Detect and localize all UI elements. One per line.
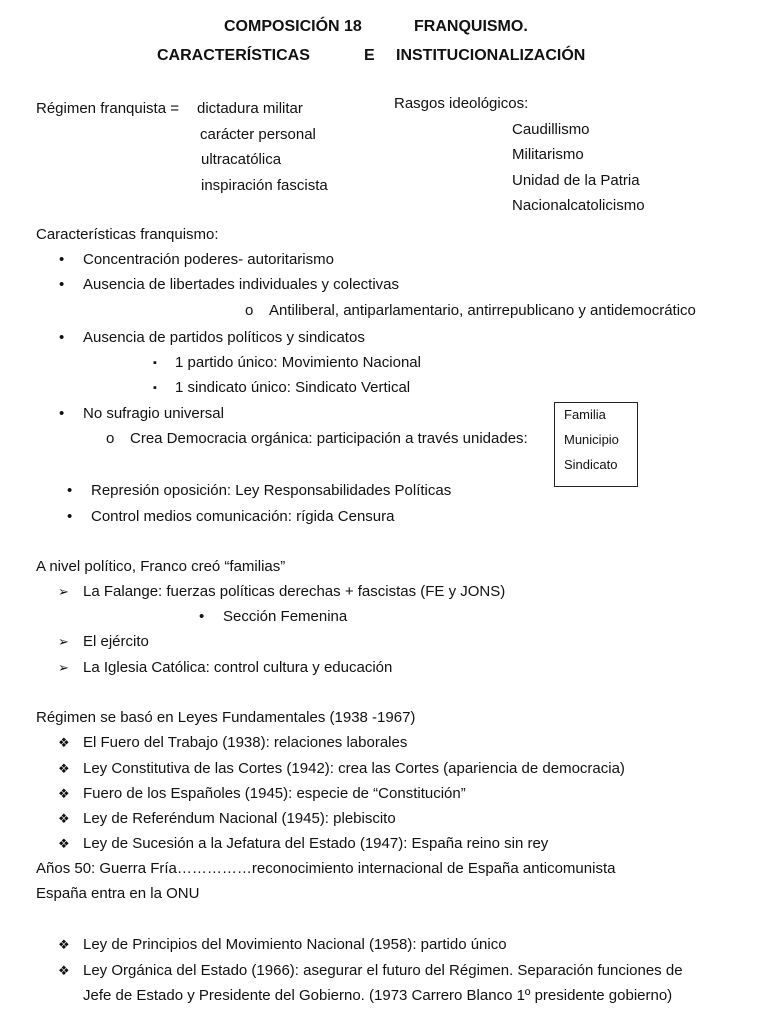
caracteristica-item: Concentración poderes- autoritarismo — [83, 251, 334, 268]
diamond-bullet-icon: ❖ — [58, 937, 70, 952]
arrow-bullet-icon: ➢ — [58, 584, 69, 599]
ley-item: Fuero de los Españoles (1945): especie de “Constitución” — [83, 785, 466, 802]
title-institucionalizacion: INSTITUCIONALIZACIÓN — [396, 47, 586, 64]
familia-item: La Falange: fuerzas políticas derechas + fascistas (FE y JONS) — [83, 583, 506, 600]
regimen-item: carácter personal — [200, 126, 316, 143]
regimen-item: dictadura militar — [197, 100, 303, 117]
ley-item: Ley Orgánica del Estado (1966): asegurar el futuro del Régimen. Separación funciones de — [83, 962, 683, 979]
regimen-item: inspiración fascista — [201, 177, 328, 194]
regimen-item: ultracatólica — [201, 151, 282, 168]
circle-bullet-icon: o — [106, 430, 115, 447]
circle-bullet-icon: o — [245, 302, 254, 319]
unidad-item: Familia — [564, 407, 606, 422]
bullet-icon: • — [59, 329, 65, 346]
arrow-bullet-icon: ➢ — [58, 634, 69, 649]
square-bullet-icon: ▪ — [153, 357, 157, 369]
caracteristica-item: Ausencia de partidos políticos y sindicatos — [83, 329, 365, 346]
diamond-bullet-icon: ❖ — [58, 735, 70, 750]
caracteristica-subitem: Crea Democracia orgánica: participación a través unidades: — [130, 430, 528, 447]
familia-item: El ejército — [83, 633, 149, 650]
leyes-label: Régimen se basó en Leyes Fundamentales (1938 -1967) — [36, 709, 416, 726]
diamond-bullet-icon: ❖ — [58, 963, 70, 978]
onu-line: España entra en la ONU — [36, 885, 200, 902]
caracteristica-item: Represión oposición: Ley Responsabilidades Políticas — [91, 482, 452, 499]
bullet-icon: • — [67, 508, 73, 525]
caracteristica-subitem: Antiliberal, antiparlamentario, antirrepublicano y antidemocrático — [269, 302, 696, 319]
bullet-icon: • — [199, 608, 205, 625]
unidades-box — [554, 402, 638, 487]
rasgos-label: Rasgos ideológicos: — [394, 95, 529, 112]
bullet-icon: • — [59, 405, 65, 422]
square-bullet-icon: ▪ — [153, 382, 157, 394]
unidad-item: Sindicato — [564, 457, 618, 472]
diamond-bullet-icon: ❖ — [58, 836, 70, 851]
diamond-bullet-icon: ❖ — [58, 786, 70, 801]
ley-item: Ley Constitutiva de las Cortes (1942): crea las Cortes (apariencia de democracia) — [83, 760, 625, 777]
familia-item: La Iglesia Católica: control cultura y educación — [83, 659, 393, 676]
bullet-icon: • — [67, 482, 73, 499]
bullet-icon: • — [59, 276, 65, 293]
anos50-line: Años 50: Guerra Fría……………reconocimiento internacional de España anticomunista — [36, 860, 616, 877]
caracteristica-subitem: 1 partido único: Movimiento Nacional — [175, 354, 421, 371]
title-caracteristicas: CARACTERÍSTICAS — [157, 47, 310, 64]
caracteristica-subitem: 1 sindicato único: Sindicato Vertical — [175, 379, 411, 396]
bullet-icon: • — [59, 251, 65, 268]
familia-subitem: Sección Femenina — [223, 608, 348, 625]
ley-item: Ley de Referéndum Nacional (1945): plebiscito — [83, 810, 396, 827]
caracteristica-item: Control medios comunicación: rígida Censura — [91, 508, 395, 525]
title-e: E — [364, 47, 375, 64]
rasgos-item: Unidad de la Patria — [512, 172, 640, 189]
ley-item-continuation: Jefe de Estado y Presidente del Gobierno. (1973 Carrero Blanco 1º presidente gobierno) — [83, 987, 673, 1004]
ley-item: El Fuero del Trabajo (1938): relaciones laborales — [83, 734, 408, 751]
arrow-bullet-icon: ➢ — [58, 660, 69, 675]
caracteristica-item: No sufragio universal — [83, 405, 224, 422]
diamond-bullet-icon: ❖ — [58, 811, 70, 826]
title-composicion: COMPOSICIÓN 18 — [224, 18, 362, 35]
ley-item: Ley de Principios del Movimiento Nacional (1958): partido único — [83, 936, 507, 953]
diamond-bullet-icon: ❖ — [58, 761, 70, 776]
familias-label: A nivel político, Franco creó “familias” — [36, 558, 286, 575]
unidad-item: Municipio — [564, 432, 619, 447]
ley-item: Ley de Sucesión a la Jefatura del Estado (1947): España reino sin rey — [83, 835, 549, 852]
caracteristica-item: Ausencia de libertades individuales y colectivas — [83, 276, 400, 293]
rasgos-item: Caudillismo — [512, 121, 590, 138]
title-franquismo: FRANQUISMO. — [414, 18, 528, 35]
rasgos-item: Militarismo — [512, 146, 584, 163]
regimen-label: Régimen franquista = — [36, 100, 179, 117]
rasgos-item: Nacionalcatolicismo — [512, 197, 645, 214]
caracteristicas-label: Características franquismo: — [36, 226, 219, 243]
